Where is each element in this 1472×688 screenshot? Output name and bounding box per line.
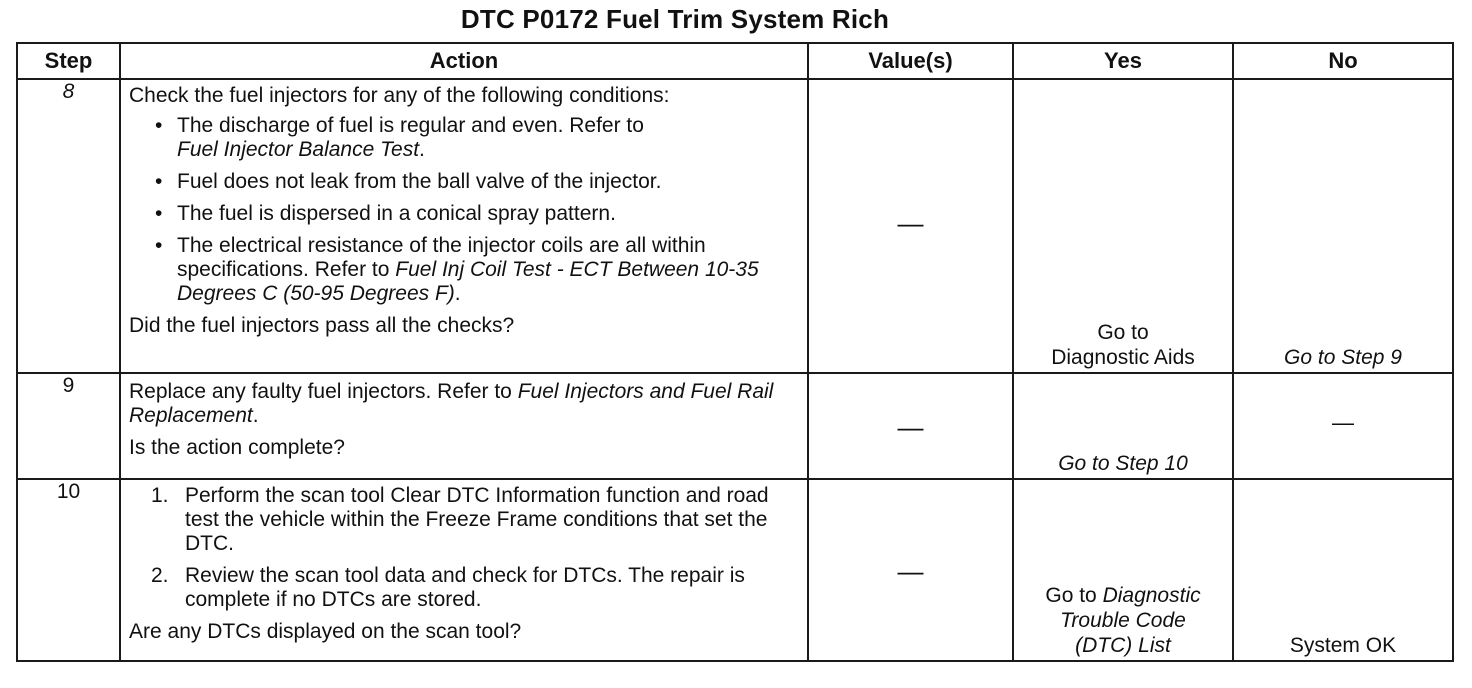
yes-cell — [1013, 373, 1233, 479]
yes-link[interactable] — [1022, 583, 1224, 658]
header-step: Step — [17, 43, 120, 79]
no-cell — [1233, 479, 1453, 661]
list-number: 2. — [151, 564, 169, 587]
table-row — [17, 373, 1453, 479]
bullet-icon: • — [155, 170, 163, 193]
list-item-tail: . — [454, 282, 461, 305]
table-row — [17, 479, 1453, 661]
no-dash: — — [1332, 410, 1354, 435]
reference-link[interactable]: Diagnostic Trouble Code (DTC) List — [1060, 584, 1201, 657]
action-cell — [120, 479, 808, 661]
diagnostic-table — [16, 42, 1454, 662]
list-item-text: Perform the scan tool Clear DTC Information function and road test the vehicle within the Freeze Frame conditions that set the DTC. — [185, 484, 769, 555]
header-action: Action — [120, 43, 808, 79]
value-cell — [808, 373, 1013, 479]
no-link[interactable]: Go to Step 9 — [1284, 346, 1402, 369]
list-item — [155, 202, 799, 226]
yes-link[interactable]: Go to Step 10 — [1058, 452, 1188, 475]
action-text: Replace any faulty fuel injectors. Refer to — [129, 380, 518, 403]
step-number: 8 — [17, 79, 120, 373]
no-cell — [1233, 373, 1453, 479]
value-dash: — — [897, 556, 924, 586]
list-item-tail: . — [419, 138, 425, 161]
list-item-text: Fuel does not leak from the ball valve of the injector. — [177, 170, 662, 193]
bullet-icon: • — [155, 114, 163, 137]
bullet-icon: • — [155, 202, 163, 225]
action-cell — [120, 79, 808, 373]
list-item-text: Review the scan tool data and check for DTCs. The repair is complete if no DTCs are stored. — [185, 564, 745, 611]
list-item-text: The fuel is dispersed in a conical spray pattern. — [177, 202, 616, 225]
action-tail: . — [252, 404, 259, 427]
page-title: DTC P0172 Fuel Trim System Rich — [460, 4, 890, 34]
header-yes: Yes — [1013, 43, 1233, 79]
reference-link[interactable]: Fuel Injectors and Fuel Rail Replacement — [129, 380, 774, 427]
action-text-para — [129, 380, 799, 428]
value-dash: — — [897, 208, 924, 238]
value-dash: — — [897, 412, 924, 442]
no-cell — [1233, 79, 1453, 373]
list-number: 1. — [151, 484, 169, 507]
list-item-text: The electrical resistance of the injector coils are all within specifications. Refer to — [177, 234, 706, 281]
list-item — [155, 234, 799, 306]
value-cell — [808, 479, 1013, 661]
action-cell — [120, 373, 808, 479]
value-cell — [808, 79, 1013, 373]
list-item — [155, 170, 799, 194]
action-question: Did the fuel injectors pass all the checks? — [129, 314, 515, 337]
list-item — [151, 484, 799, 556]
list-item — [151, 564, 799, 612]
no-result: System OK — [1289, 634, 1397, 657]
yes-cell — [1013, 79, 1233, 373]
bullet-icon: • — [155, 234, 163, 257]
yes-prefix: Go to — [1045, 584, 1103, 607]
action-intro: Check the fuel injectors for any of the following conditions: — [129, 84, 670, 107]
reference-link[interactable]: Fuel Injector Balance Test — [177, 138, 420, 161]
procedure-list — [129, 484, 799, 612]
header-row — [17, 43, 1453, 79]
header-no: No — [1233, 43, 1453, 79]
list-item — [155, 114, 799, 162]
list-item-text: The discharge of fuel is regular and even. Refer to — [177, 114, 644, 137]
reference-link[interactable]: Fuel Inj Coil Test - ECT Between 10-35 Degrees C (50-95 Degrees F) — [177, 258, 759, 305]
yes-link[interactable]: Go to Diagnostic Aids — [1051, 321, 1195, 369]
condition-list — [129, 114, 799, 306]
action-question: Are any DTCs displayed on the scan tool? — [129, 620, 522, 643]
step-number: 9 — [17, 373, 120, 479]
yes-cell — [1013, 479, 1233, 661]
header-values: Value(s) — [808, 43, 1013, 79]
action-question: Is the action complete? — [129, 436, 345, 459]
table-row — [17, 79, 1453, 373]
step-number: 10 — [17, 479, 120, 661]
